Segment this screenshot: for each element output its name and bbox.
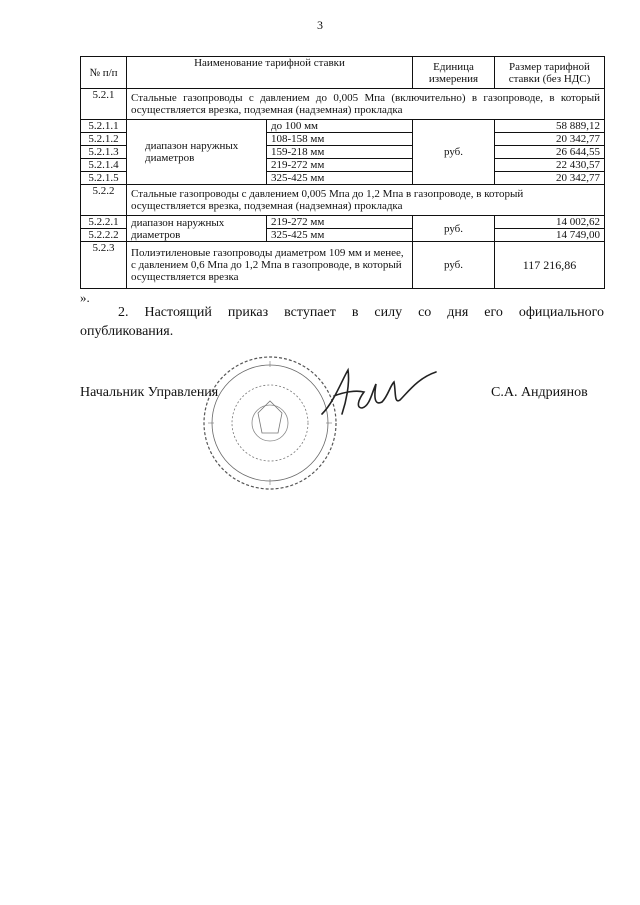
row-value: 14 002,62	[495, 216, 605, 229]
unit-cell: руб.	[413, 216, 495, 242]
diameter-range-label: диапазон наружных диаметров	[127, 216, 267, 242]
closing-quote: ».	[80, 290, 90, 305]
row-num: 5.2.1.2	[81, 133, 127, 146]
section-num: 5.2.3	[81, 242, 127, 289]
row-range: 219-272 мм	[267, 216, 413, 229]
row-value: 20 342,77	[495, 133, 605, 146]
row-range: 325-425 мм	[267, 229, 413, 242]
row-num: 5.2.1.4	[81, 159, 127, 172]
header-name: Наименование тарифной ставки	[127, 57, 413, 89]
section-row	[81, 185, 605, 216]
row-range: 219-272 мм	[267, 159, 413, 172]
row-range: до 100 мм	[267, 120, 413, 133]
table-header-row	[81, 57, 605, 89]
signature-title: Начальник Управления	[80, 385, 219, 400]
clause-line: опубликования.	[80, 324, 174, 339]
row-range: 159-218 мм	[267, 146, 413, 159]
page-number: 3	[317, 18, 323, 32]
section-text: Стальные газопроводы с давлением 0,005 Мпа до 1,2 Мпа в газопроводе, в который осуществляется врезка, подземная (надземная) прокладка	[127, 185, 605, 216]
section-text: Стальные газопроводы с давлением до 0,005 Мпа (включительно) в газопроводе, в который осуществляется врезка, подземная (надземная) прокладка	[127, 89, 605, 120]
diameter-range-label: диапазон наружных диаметров	[127, 120, 267, 185]
row-num: 5.2.2.2	[81, 229, 127, 242]
row-value: 58 889,12	[495, 120, 605, 133]
row-value: 14 749,00	[495, 229, 605, 242]
table-row	[81, 216, 605, 229]
row-num: 5.2.1.5	[81, 172, 127, 185]
header-num: № п/п	[81, 57, 127, 89]
clause-line: 2. Настоящий приказ вступает в силу со дня его официального	[118, 305, 604, 320]
header-unit: Единица измерения	[413, 57, 495, 89]
clause-paragraph	[80, 303, 604, 341]
table-row	[81, 120, 605, 133]
section-num: 5.2.2	[81, 185, 127, 216]
row-value: 22 430,57	[495, 159, 605, 172]
handwritten-signature	[312, 362, 442, 420]
row-num: 5.2.2.1	[81, 216, 127, 229]
row-value: 20 342,77	[495, 172, 605, 185]
row-range: 108-158 мм	[267, 133, 413, 146]
tariff-table	[80, 56, 605, 289]
row-value: 26 644,55	[495, 146, 605, 159]
row-num: 5.2.1.1	[81, 120, 127, 133]
section-row	[81, 89, 605, 120]
row-range: 325-425 мм	[267, 172, 413, 185]
row-value: 117 216,86	[495, 242, 605, 289]
section-num: 5.2.1	[81, 89, 127, 120]
unit-cell: руб.	[413, 242, 495, 289]
header-size: Размер тарифной ставки (без НДС)	[495, 57, 605, 89]
unit-cell: руб.	[413, 120, 495, 185]
section-text: Полиэтиленовые газопроводы диаметром 109 мм и менее, с давлением 0,6 Мпа до 1,2 Мпа в газопроводе, в который осуществляется врезка	[127, 242, 413, 289]
signature-name: С.А. Андриянов	[491, 385, 588, 400]
section-row	[81, 242, 605, 289]
row-num: 5.2.1.3	[81, 146, 127, 159]
